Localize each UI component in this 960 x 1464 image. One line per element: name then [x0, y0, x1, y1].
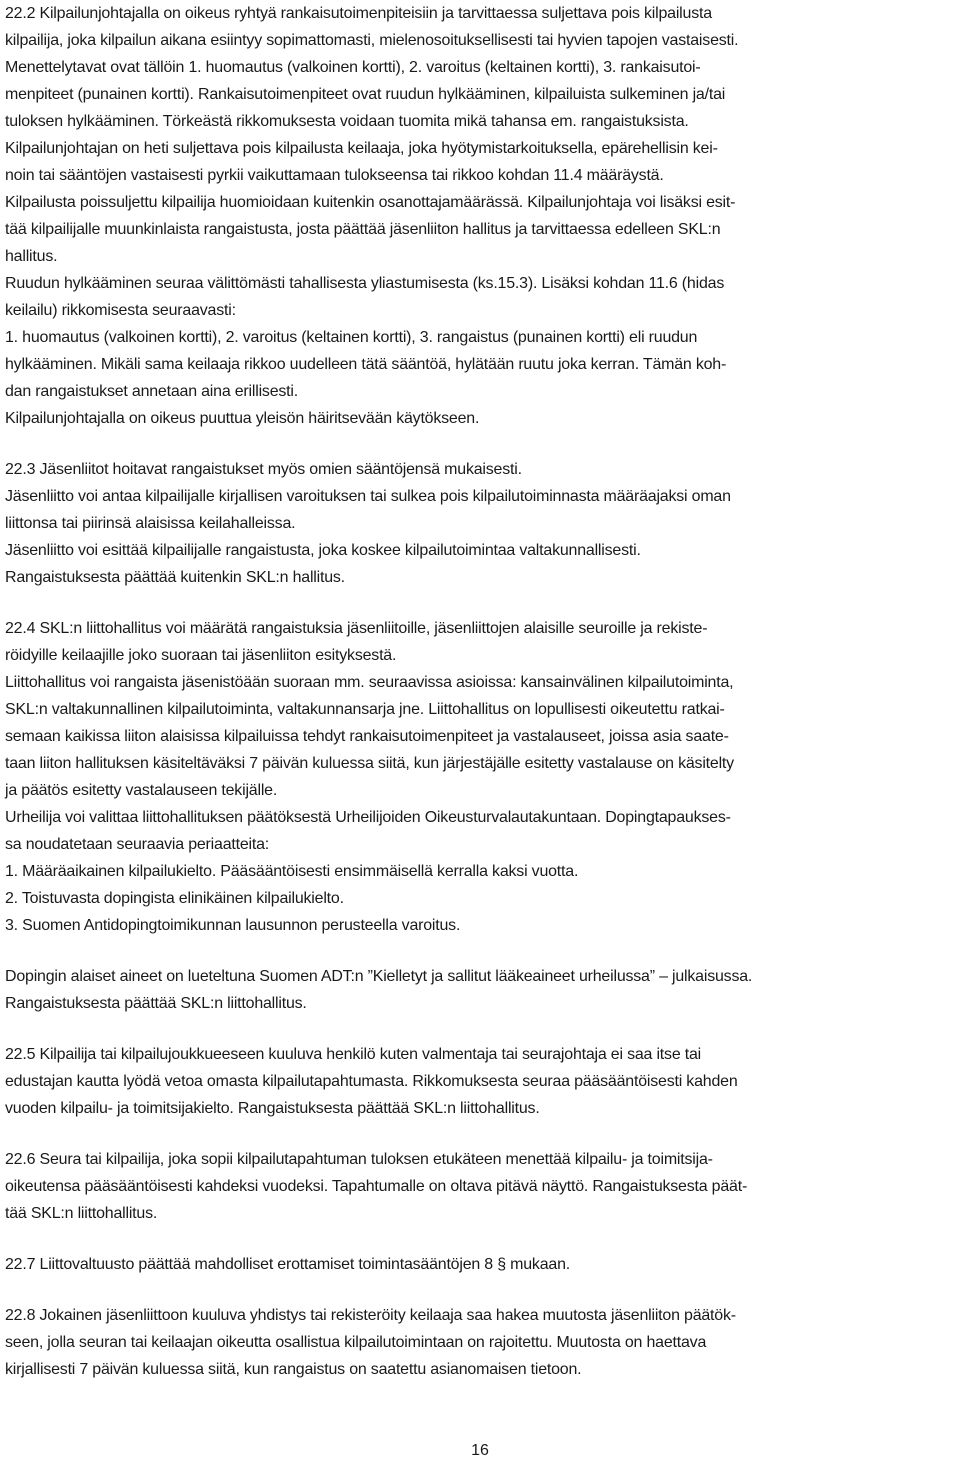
- text-line: Ruudun hylkääminen seuraa välittömästi tahallisesta yliastumisesta (ks.15.3). Lisäksi kohdan 11.6 (hidas: [5, 275, 725, 292]
- text-line: hallitus.: [5, 248, 58, 265]
- text-line: 22.7 Liittovaltuusto päättää mahdolliset erottamiset toimintasääntöjen 8 § mukaan.: [5, 1256, 570, 1273]
- page-number: 16: [471, 1442, 489, 1459]
- text-line: Jäsenliitto voi antaa kilpailijalle kirjallisen varoituksen tai sulkea pois kilpailutoiminnasta määräajaksi oman: [5, 488, 731, 505]
- text-line: kirjallisesti 7 päivän kuluessa siitä, kun rangaistus on saatettu asianomaisen tietoon.: [5, 1361, 582, 1378]
- paragraph-gap: [5, 1227, 955, 1251]
- text-line: Kilpailunjohtajan on heti suljettava pois kilpailusta keilaaja, joka hyötymistarkoituksella, epärehellisin kei-: [5, 140, 718, 157]
- text-line: dan rangaistukset annetaan aina erillisesti.: [5, 383, 299, 400]
- text-line: vuoden kilpailu- ja toimitsijakielto. Rangaistuksesta päättää SKL:n liittohallitus.: [5, 1100, 540, 1117]
- text-line: seen, jolla seuran tai keilaajan oikeutta osallistua kilpailutoimintaan on rajoitettu. Muutosta on haettava: [5, 1334, 707, 1351]
- text-line: röidyille keilaajille joko suoraan tai jäsenliiton esityksestä.: [5, 647, 397, 664]
- document-body: [5, 0, 957, 1383]
- text-line: sa noudatetaan seuraavia periaatteita:: [5, 836, 270, 853]
- text-line: noin tai sääntöjen vastaisesti pyrkii vaikuttamaan tulokseensa tai rikkoo kohdan 11.4 määräystä.: [5, 167, 664, 184]
- text-line: tää kilpailijalle muunkinlaista rangaistusta, josta päättää jäsenliiton hallitus ja tarvittaessa edelleen SKL:n: [5, 221, 721, 238]
- text-line: kilpailija, joka kilpailun aikana esiintyy sopimattomasti, mielenosoituksellisesti tai hyvien tapojen vastaisesti.: [5, 32, 739, 49]
- text-line: 22.3 Jäsenliitot hoitavat rangaistukset myös omien sääntöjensä mukaisesti.: [5, 461, 522, 478]
- text-line: 22.4 SKL:n liittohallitus voi määrätä rangaistuksia jäsenliitoille, jäsenliittojen alaisille seuroille ja rekiste-: [5, 620, 708, 637]
- text-line: 1. Määräaikainen kilpailukielto. Pääsääntöisesti ensimmäisellä kerralla kaksi vuotta.: [5, 863, 579, 880]
- paragraph-gap: [5, 1278, 955, 1302]
- text-line: liittonsa tai piirinsä alaisissa keilahalleissa.: [5, 515, 296, 532]
- paragraph-gap: [5, 591, 955, 615]
- text-line: 22.6 Seura tai kilpailija, joka sopii kilpailutapahtuman tuloksen etukäteen menettää kilpailu- ja toimitsija-: [5, 1151, 713, 1168]
- text-line: 3. Suomen Antidopingtoimikunnan lausunnon perusteella varoitus.: [5, 917, 461, 934]
- text-line: hylkääminen. Mikäli sama keilaaja rikkoo uudelleen tätä sääntöä, hylätään ruutu joka kerran. Tämän koh-: [5, 356, 727, 373]
- text-line: 2. Toistuvasta dopingista elinikäinen kilpailukielto.: [5, 890, 344, 907]
- text-line: tuloksen hylkääminen. Törkeästä rikkomuksesta voidaan tuomita mikä tahansa em. rangaistuksista.: [5, 113, 689, 130]
- text-line: Urheilija voi valittaa liittohallituksen päätöksestä Urheilijoiden Oikeusturvalautakuntaan. Dopingtapaukses-: [5, 809, 731, 826]
- text-line: 22.5 Kilpailija tai kilpailujoukkueeseen kuuluva henkilö kuten valmentaja tai seurajohtaja ei saa itse tai: [5, 1046, 702, 1063]
- text-line: edustajan kautta lyödä vetoa omasta kilpailutapahtumasta. Rikkomuksesta seuraa pääsääntöisesti kahden: [5, 1073, 738, 1090]
- text-line: menpiteet (punainen kortti). Rankaisutoimenpiteet ovat ruudun hylkääminen, kilpailuista sulkeminen ja/tai: [5, 86, 726, 103]
- text-line: Kilpailusta poissuljettu kilpailija huomioidaan kuitenkin osanottajamäärässä. Kilpailunjohtaja voi lisäksi esit-: [5, 194, 736, 211]
- text-line: tää SKL:n liittohallitus.: [5, 1205, 158, 1222]
- text-line: Rangaistuksesta päättää kuitenkin SKL:n hallitus.: [5, 569, 345, 586]
- text-line: 22.8 Jokainen jäsenliittoon kuuluva yhdistys tai rekisteröity keilaaja saa hakea muutosta jäsenliiton päätök-: [5, 1307, 736, 1324]
- text-line: oikeutensa pääsääntöisesti kahdeksi vuodeksi. Tapahtumalle on oltava pitävä näyttö. Rangaistuksesta päät-: [5, 1178, 748, 1195]
- text-line: taan liiton hallituksen käsiteltäväksi 7 päivän kuluessa siitä, kun järjestäjälle esitetty vastalause on käsitelty: [5, 755, 734, 772]
- text-line: SKL:n valtakunnallinen kilpailutoiminta, valtakunnansarja jne. Liittohallitus on lopullisesti oikeutettu ratkai-: [5, 701, 725, 718]
- text-line: Jäsenliitto voi esittää kilpailijalle rangaistusta, joka koskee kilpailutoimintaa valtakunnallisesti.: [5, 542, 641, 559]
- text-line: Rangaistuksesta päättää SKL:n liittohallitus.: [5, 995, 307, 1012]
- text-line: ja päätös esitetty vastalauseen tekijälle.: [5, 782, 278, 799]
- paragraph-gap: [5, 1122, 955, 1146]
- text-line: 1. huomautus (valkoinen kortti), 2. varoitus (keltainen kortti), 3. rangaistus (punainen kortti) eli ruudun: [5, 329, 698, 346]
- paragraph-gap: [5, 432, 955, 456]
- text-line: Menettelytavat ovat tällöin 1. huomautus (valkoinen kortti), 2. varoitus (keltainen kortti), 3. rankaisutoi-: [5, 59, 701, 76]
- text-line: semaan kaikissa liiton alaisissa kilpailuissa tehdyt rankaisutoimenpiteet ja vastalauseet, joissa asia saate-: [5, 728, 729, 745]
- paragraph-gap: [5, 1017, 955, 1041]
- paragraph-gap: [5, 939, 955, 963]
- text-line: Kilpailunjohtajalla on oikeus puuttua yleisön häiritsevään käytökseen.: [5, 410, 480, 427]
- text-line: Liittohallitus voi rangaista jäsenistöään suoraan mm. seuraavissa asioissa: kansainvälinen kilpailutoiminta,: [5, 674, 734, 691]
- text-line: keilailu) rikkomisesta seuraavasti:: [5, 302, 236, 319]
- text-line: Dopingin alaiset aineet on lueteltuna Suomen ADT:n ”Kielletyt ja sallitut lääkeaineet urheilussa” – julkaisussa.: [5, 968, 753, 985]
- text-line: 22.2 Kilpailunjohtajalla on oikeus ryhtyä rankaisutoimenpiteisiin ja tarvittaessa suljettava pois kilpailusta: [5, 5, 712, 22]
